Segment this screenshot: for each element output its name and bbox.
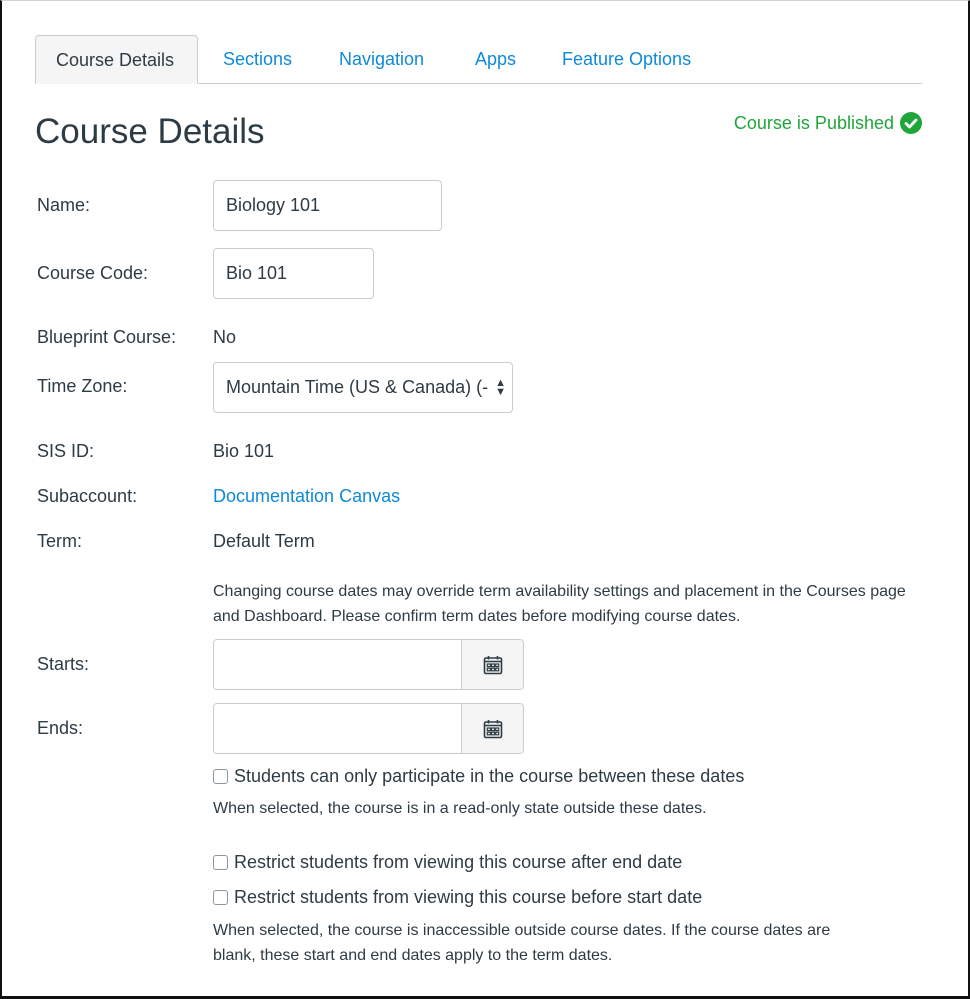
term-value: Default Term — [213, 531, 315, 551]
restrict-after-end-checkbox[interactable] — [213, 855, 228, 870]
starts-label: Starts: — [37, 654, 90, 674]
course-code-input[interactable]: Bio 101 — [213, 248, 374, 299]
calendar-icon — [483, 655, 503, 675]
date-warning-text: Changing course dates may override term availability settings and placement in the Courses page and Dashboard. Please confirm term dates before modifying course dates. — [213, 583, 906, 625]
calendar-icon — [483, 719, 503, 739]
select-arrows-icon: ▲ ▼ — [495, 376, 506, 398]
participate-between-dates-option[interactable] — [213, 766, 744, 787]
time-zone-label: Time Zone: — [37, 376, 128, 396]
name-input[interactable]: Biology 101 — [213, 180, 442, 231]
ends-date-picker — [213, 703, 524, 754]
participate-between-dates-label: Students can only participate in the course between these dates — [234, 766, 745, 786]
ends-label: Ends: — [37, 718, 84, 738]
page-title: Course Details — [35, 112, 265, 151]
tab-navigation[interactable]: Navigation — [339, 49, 425, 69]
restrict-before-start-checkbox[interactable] — [213, 890, 228, 905]
tab-feature-options[interactable]: Feature Options — [562, 49, 692, 69]
time-zone-value: Mountain Time (US & Canada) (- — [226, 377, 489, 397]
sis-id-label: SIS ID: — [37, 441, 95, 461]
name-label: Name: — [37, 195, 91, 215]
settings-tabs — [35, 35, 922, 84]
tab-course-details[interactable]: Course Details — [35, 35, 198, 84]
restrict-after-end-label: Restrict students from viewing this course after end date — [234, 852, 683, 872]
sis-id-value: Bio 101 — [213, 441, 275, 461]
restrict-before-start-label: Restrict students from viewing this course before start date — [234, 887, 703, 907]
published-status-text: Course is Published — [733, 112, 894, 133]
course-code-label: Course Code: — [37, 263, 149, 283]
ends-date-input[interactable] — [214, 704, 461, 753]
restrict-help-text: When selected, the course is inaccessible outside course dates. If the course dates are blank, these start and end dates apply to the term dates. — [213, 922, 831, 964]
tab-sections[interactable]: Sections — [223, 49, 293, 69]
time-zone-select[interactable] — [213, 362, 513, 413]
term-label: Term: — [37, 531, 82, 551]
starts-date-picker — [213, 639, 524, 690]
restrict-before-start-option[interactable] — [213, 887, 702, 908]
blueprint-label: Blueprint Course: — [37, 327, 177, 347]
blueprint-value: No — [213, 327, 237, 347]
starts-date-input[interactable] — [214, 640, 461, 689]
starts-calendar-button[interactable] — [461, 640, 523, 689]
subaccount-link[interactable]: Documentation Canvas — [213, 486, 401, 506]
subaccount-label: Subaccount: — [37, 486, 138, 506]
published-status — [734, 112, 922, 134]
participate-help-text: When selected, the course is in a read-only state outside these dates. — [213, 800, 707, 817]
tab-apps[interactable]: Apps — [475, 49, 517, 69]
ends-calendar-button[interactable] — [461, 704, 523, 753]
participate-between-dates-checkbox[interactable] — [213, 769, 228, 784]
restrict-after-end-option[interactable] — [213, 852, 682, 873]
check-circle-icon — [900, 112, 922, 134]
